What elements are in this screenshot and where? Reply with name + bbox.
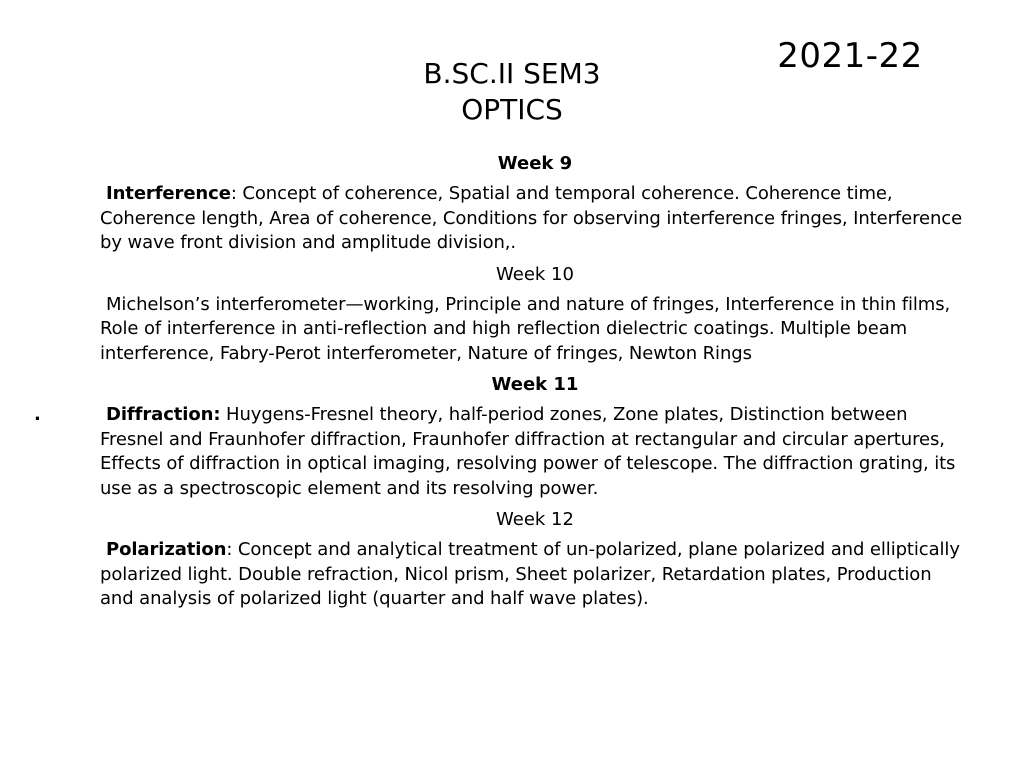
syllabus-content <box>34 152 970 619</box>
week-9-text: : Concept of coherence, Spatial and temporal coherence. Coherence time, Coherence length, Area of coherence, Conditions for observing interference fringes, Interference by wave front division and amplitude division,. <box>100 183 963 253</box>
week-9-description <box>100 182 970 256</box>
topic-term-interference: Interference <box>106 183 231 204</box>
week-11-text: Huygens-Fresnel theory, half-period zones, Zone plates, Distinction between Fresnel and Fraunhofer diffraction, Fraunhofer diffraction at rectangular and circular apertures, Effects of diffraction in optical imaging, resolving power of telescope. The diffraction grating, its use as a spectroscopic element and its resolving power. <box>100 404 956 499</box>
topic-term-polarization: Polarization <box>106 539 227 560</box>
title-subject: OPTICS <box>461 93 563 126</box>
week-12-text: : Concept and analytical treatment of un-polarized, plane polarized and elliptically polarized light. Double refraction, Nicol prism, Sheet polarizer, Retardation plates, Production and analysis of polarized light (quarter and half wave plates). <box>100 539 960 609</box>
week-10-text: Michelson’s interferometer—working, Principle and nature of fringes, Interference in thin films, Role of interference in anti-reflection and high reflection dielectric coatings. Multiple beam interference, Fabry-Perot interferometer, Nature of fringes, Newton Rings <box>100 293 951 364</box>
title-course: B.SC.II SEM3 <box>423 57 601 90</box>
week-10-description <box>100 293 970 367</box>
week-9-heading: Week 9 <box>497 153 573 174</box>
slide-title <box>312 56 712 128</box>
week-11-description <box>34 403 970 501</box>
week-11-heading: Week 11 <box>491 374 579 395</box>
bullet-dot: . <box>34 404 41 425</box>
academic-year: 2021-22 <box>777 36 923 76</box>
week-12-description <box>100 538 970 612</box>
topic-term-diffraction: Diffraction: <box>106 404 221 425</box>
week-10-heading: Week 10 <box>496 263 574 285</box>
week-12-heading: Week 12 <box>496 509 574 530</box>
